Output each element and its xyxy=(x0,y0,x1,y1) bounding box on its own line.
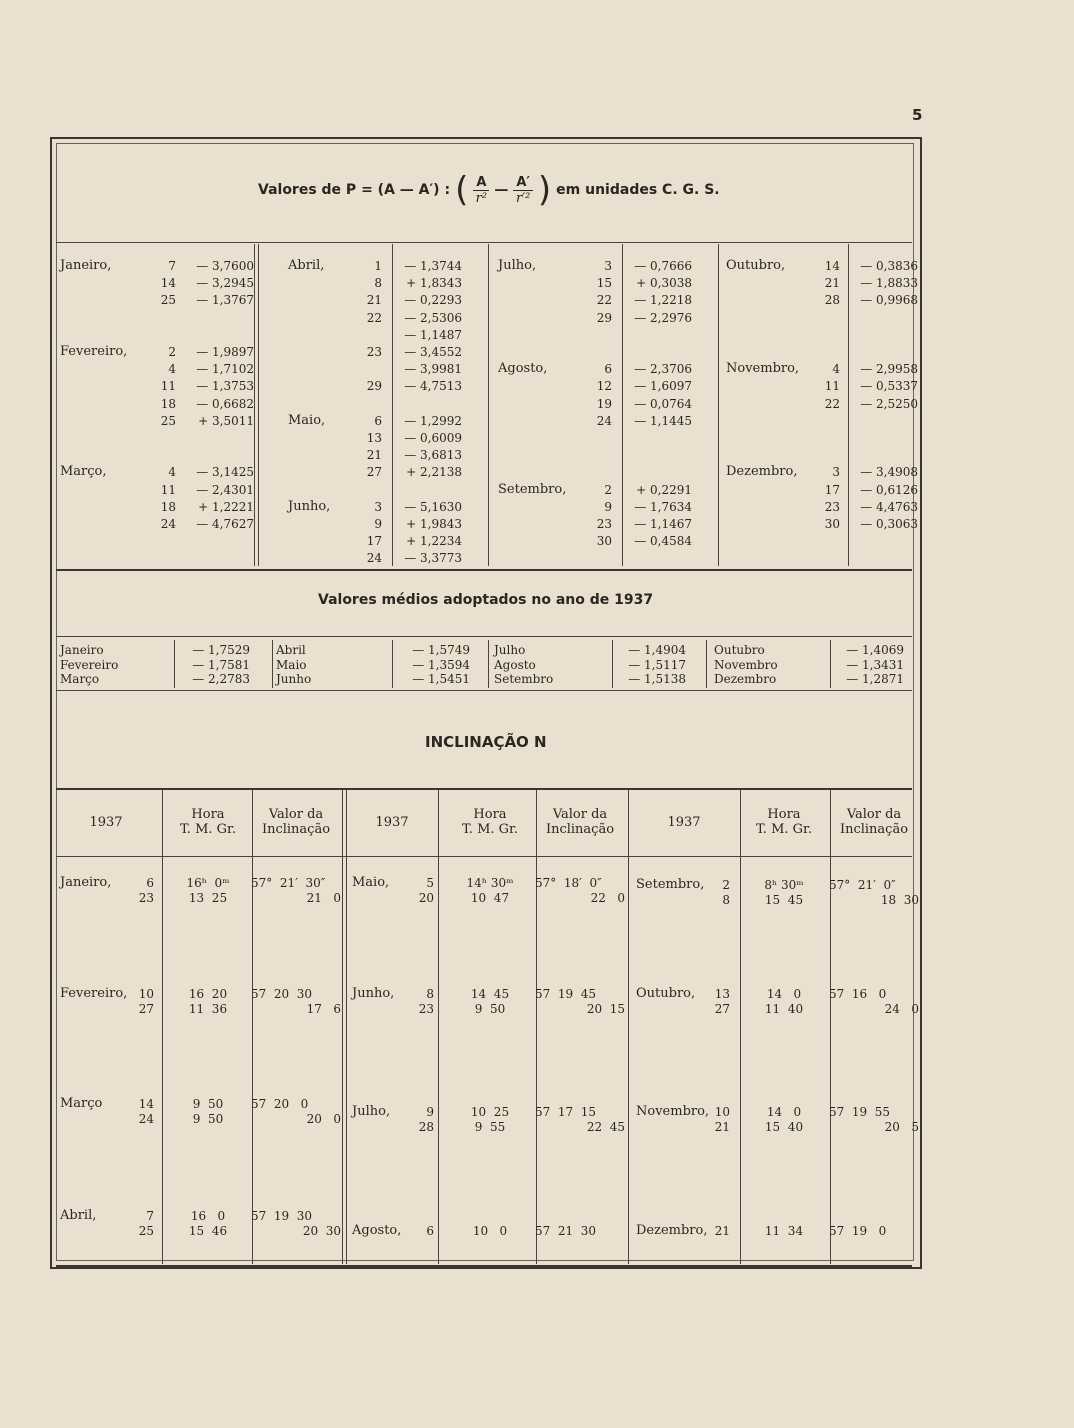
footer-rule xyxy=(56,690,912,691)
p-value: — 1,3767 xyxy=(196,293,254,308)
p-month-label: Março, xyxy=(60,464,107,480)
p-month-label: Abril, xyxy=(288,258,325,273)
p-value: — 2,9958 xyxy=(860,362,918,377)
p-day: 23 xyxy=(824,499,840,514)
p-value: — 0,3836 xyxy=(860,259,918,273)
minus-sign: — xyxy=(494,182,509,198)
header-valor: Valor da xyxy=(552,807,608,822)
p-day: 15 xyxy=(596,276,612,291)
p-day: 11 xyxy=(824,379,840,394)
inclinacao-title: INCLINAÇÃO N xyxy=(425,733,547,751)
p-value: — 0,7666 xyxy=(634,259,692,273)
column-divider xyxy=(254,244,255,566)
p-value: — 0,0764 xyxy=(634,396,692,411)
mean-value: — 1,7581 xyxy=(192,657,250,672)
fraction-a xyxy=(473,175,489,206)
incl-month: Agosto, xyxy=(352,1223,402,1238)
mean-value: — 1,3431 xyxy=(846,657,904,672)
incl-hora: 16 20 xyxy=(188,987,228,1001)
header-rule xyxy=(56,636,912,637)
p-value: + 3,5011 xyxy=(198,413,254,428)
incl-day: 2 xyxy=(722,878,730,892)
incl-hora: 10 25 xyxy=(470,1105,510,1119)
mean-month: Agosto xyxy=(494,657,536,672)
incl-hora: 11 36 xyxy=(188,1002,228,1016)
p-value: — 3,1425 xyxy=(196,465,254,480)
fraction-a-prime xyxy=(513,175,533,206)
p-value: — 3,7600 xyxy=(196,259,254,273)
incl-valor: 57 19 55 xyxy=(829,1105,891,1119)
p-day: 29 xyxy=(366,379,382,394)
p-month-label: Setembro, xyxy=(498,481,567,497)
p-month-label: Fevereiro, xyxy=(60,344,128,359)
incl-day: 5 xyxy=(426,876,434,890)
p-day: 9 xyxy=(604,499,612,514)
p-value: — 1,1487 xyxy=(404,327,462,342)
column-divider xyxy=(258,244,259,566)
incl-day: 6 xyxy=(146,876,154,890)
incl-valor: 57° 18′ 0″ xyxy=(535,876,602,890)
incl-day: 13 xyxy=(714,987,730,1001)
incl-hora: 13 25 xyxy=(188,891,228,905)
mean-month: Julho xyxy=(494,643,526,657)
p-value: — 2,2976 xyxy=(634,310,692,325)
incl-day: 20 xyxy=(418,891,434,905)
p-section-title: Valores de P = (A — A′) : ( $\frac{A}{\text{r²}}$ — $\frac{A'}{\text{r′²}}$ ) em unidades C. G. S. xyxy=(258,170,720,210)
p-day: 6 xyxy=(604,362,612,377)
column-divider xyxy=(438,790,439,1264)
incl-valor: 57 16 0 xyxy=(829,987,887,1001)
p-value: — 2,4301 xyxy=(196,482,254,497)
incl-valor: 20 5 xyxy=(884,1120,919,1134)
incl-valor: 20 15 xyxy=(586,1002,625,1016)
p-day: 25 xyxy=(160,293,176,308)
header-bottom-rule xyxy=(56,856,912,857)
p-value: — 1,9897 xyxy=(196,345,254,359)
incl-month: Outubro, xyxy=(636,986,696,1001)
incl-valor: 20 0 xyxy=(306,1112,341,1126)
column-divider xyxy=(174,640,175,688)
p-value: + 1,9843 xyxy=(406,517,462,531)
column-divider xyxy=(272,640,273,688)
p-day: 3 xyxy=(374,499,382,514)
p-day: 4 xyxy=(168,362,176,377)
p-day: 1 xyxy=(374,259,382,273)
page-number: 5 xyxy=(912,106,923,124)
incl-hora: 15 40 xyxy=(764,1120,804,1134)
mean-value: — 1,5451 xyxy=(412,672,470,686)
p-value: — 0,6126 xyxy=(860,482,918,497)
header-valor-sub: Inclinação xyxy=(261,822,331,837)
p-day: 14 xyxy=(160,276,176,291)
incl-valor: 57 19 0 xyxy=(829,1224,887,1238)
header-valor: Valor da xyxy=(846,807,902,822)
p-value: + 2,2138 xyxy=(406,465,462,480)
incl-valor: 20 30 xyxy=(302,1224,341,1238)
p-day: 22 xyxy=(366,310,382,325)
header-year: 1937 xyxy=(667,815,701,830)
p-day: 4 xyxy=(168,465,176,480)
incl-valor: 17 6 xyxy=(306,1002,341,1016)
p-value: — 0,5337 xyxy=(860,379,918,394)
p-value: — 4,4763 xyxy=(860,499,918,514)
incl-valor: 57 21 30 xyxy=(535,1224,597,1238)
p-day: 27 xyxy=(366,465,382,480)
incl-hora: 10 47 xyxy=(470,891,510,905)
p-day: 24 xyxy=(160,517,176,531)
incl-hora: 16 0 xyxy=(190,1209,226,1223)
p-value: — 0,9968 xyxy=(860,293,918,308)
p-day: 19 xyxy=(596,396,612,411)
incl-valor: 57° 21′ 0″ xyxy=(829,878,896,892)
incl-month: Junho, xyxy=(352,986,395,1001)
mean-value: — 1,4069 xyxy=(846,643,904,657)
p-value: — 4,7513 xyxy=(404,379,462,394)
fraction-a-prime-den: r′² xyxy=(515,190,531,206)
incl-day: 27 xyxy=(714,1002,730,1016)
p-value: — 5,1630 xyxy=(404,499,462,514)
mean-month: Junho xyxy=(276,672,312,686)
title-suffix: em unidades C. G. S. xyxy=(556,182,720,198)
p-day: 14 xyxy=(824,259,840,273)
p-day: 11 xyxy=(160,379,176,394)
header-hora: Hora xyxy=(191,807,225,822)
header-top-rule xyxy=(56,788,912,790)
section-rule xyxy=(56,569,912,571)
p-day: 28 xyxy=(824,293,840,308)
header-year: 1937 xyxy=(89,815,123,830)
p-day: 7 xyxy=(168,259,176,273)
mean-month: Novembro xyxy=(714,657,778,672)
p-day: 12 xyxy=(596,379,612,394)
mean-value: — 1,7529 xyxy=(192,643,250,657)
header-hora-sub: T. M. Gr. xyxy=(180,822,236,837)
p-day: 25 xyxy=(160,413,176,428)
incl-month: Março xyxy=(60,1096,103,1111)
incl-day: 7 xyxy=(146,1209,154,1223)
mean-value: — 1,5138 xyxy=(628,672,686,686)
p-day: 3 xyxy=(832,465,840,480)
p-value: — 0,4584 xyxy=(634,534,692,549)
header-valor-sub: Inclinação xyxy=(839,822,909,837)
p-value: — 1,1467 xyxy=(634,517,692,531)
p-value: — 3,3773 xyxy=(404,551,462,566)
incl-month: Fevereiro, xyxy=(60,986,128,1001)
header-hora: Hora xyxy=(767,807,801,822)
incl-valor: 57° 21′ 30″ xyxy=(251,876,326,890)
incl-day: 9 xyxy=(426,1105,434,1119)
incl-day: 27 xyxy=(138,1002,154,1016)
mean-value: — 2,2783 xyxy=(192,672,250,686)
p-value: — 3,2945 xyxy=(196,276,254,291)
p-day: 18 xyxy=(160,396,176,411)
medios-title: Valores médios adoptados no ano de 1937 xyxy=(318,592,654,608)
p-value: — 3,6813 xyxy=(404,448,462,463)
p-value: — 1,7102 xyxy=(196,362,254,377)
mean-month: Abril xyxy=(276,643,306,657)
incl-month: Novembro, xyxy=(636,1104,710,1119)
mean-month: Outubro xyxy=(714,643,765,657)
incl-day: 28 xyxy=(418,1120,434,1134)
incl-hora: 14 45 xyxy=(470,987,510,1001)
column-divider xyxy=(488,244,489,566)
incl-day: 23 xyxy=(418,1002,434,1016)
p-month-label: Dezembro, xyxy=(726,464,798,480)
bottom-rule xyxy=(56,1265,912,1267)
incl-hora: 8ʰ 30ᵐ xyxy=(764,878,804,892)
incl-hora: 15 46 xyxy=(188,1224,228,1238)
column-divider xyxy=(342,790,343,1264)
incl-valor: 57 19 45 xyxy=(535,987,597,1001)
header-valor: Valor da xyxy=(268,807,324,822)
p-month-label: Agosto, xyxy=(498,361,548,377)
p-month-label: Janeiro, xyxy=(60,258,112,273)
p-value: — 0,3063 xyxy=(860,517,918,531)
p-value: — 1,2218 xyxy=(634,293,692,308)
p-value: + 0,3038 xyxy=(636,276,692,291)
incl-hora: 14 0 xyxy=(766,1105,802,1119)
p-value: + 0,2291 xyxy=(636,482,692,497)
p-value: — 3,9981 xyxy=(404,362,462,377)
p-value: — 4,7627 xyxy=(196,517,254,531)
p-value: + 1,2234 xyxy=(406,534,462,549)
incl-day: 8 xyxy=(426,987,434,1001)
p-day: 13 xyxy=(366,431,382,445)
p-value: + 1,8343 xyxy=(406,276,462,291)
p-day: 30 xyxy=(596,534,612,549)
p-value: — 0,6009 xyxy=(404,431,462,445)
p-day: 21 xyxy=(824,276,840,291)
mean-month: Dezembro xyxy=(714,672,777,686)
p-value: — 1,1445 xyxy=(634,413,692,428)
mean-month: Janeiro xyxy=(60,643,104,657)
incl-valor: 57 20 30 xyxy=(251,987,313,1001)
column-divider xyxy=(740,790,741,1264)
p-value: — 3,4552 xyxy=(404,345,462,359)
column-divider xyxy=(392,640,393,688)
p-day: 30 xyxy=(824,517,840,531)
p-value: — 0,2293 xyxy=(404,293,462,308)
p-day: 18 xyxy=(160,499,176,514)
incl-valor: 57 20 0 xyxy=(251,1097,309,1111)
incl-day: 23 xyxy=(138,891,154,905)
column-divider xyxy=(830,640,831,688)
column-divider xyxy=(718,244,719,566)
p-day: 9 xyxy=(374,517,382,531)
column-divider xyxy=(612,640,613,688)
column-divider xyxy=(706,640,707,688)
p-month-label: Outubro, xyxy=(726,258,786,273)
p-value: — 1,2992 xyxy=(404,413,462,428)
incl-day: 25 xyxy=(138,1224,154,1238)
table-inner-frame xyxy=(56,143,914,1261)
p-day: 22 xyxy=(596,293,612,308)
header-hora-sub: T. M. Gr. xyxy=(756,822,812,837)
incl-valor: 18 30 xyxy=(880,893,919,907)
p-day: 2 xyxy=(168,345,176,359)
p-value: + 1,2221 xyxy=(198,499,254,514)
p-day: 23 xyxy=(366,345,382,359)
incl-hora: 11 34 xyxy=(764,1224,804,1238)
incl-day: 8 xyxy=(722,893,730,907)
incl-day: 6 xyxy=(426,1224,434,1238)
title-prefix: Valores de P = (A — A′) : xyxy=(258,182,451,198)
header-valor-sub: Inclinação xyxy=(545,822,615,837)
incl-hora: 9 50 xyxy=(192,1097,224,1111)
p-day: 22 xyxy=(824,396,840,411)
mean-value: — 1,3594 xyxy=(412,657,470,672)
p-day: 3 xyxy=(604,259,612,273)
mean-month: Fevereiro xyxy=(60,657,119,672)
p-value: — 0,6682 xyxy=(196,396,254,411)
incl-day: 14 xyxy=(138,1097,154,1111)
header-rule xyxy=(56,242,912,243)
fraction-a-den: r² xyxy=(475,190,488,206)
p-day: 29 xyxy=(596,310,612,325)
p-value: — 2,5250 xyxy=(860,396,918,411)
column-divider xyxy=(830,790,831,1264)
incl-day: 21 xyxy=(714,1224,730,1238)
incl-valor: 22 45 xyxy=(586,1120,625,1134)
incl-month: Abril, xyxy=(60,1208,97,1223)
header-year: 1937 xyxy=(375,815,409,830)
p-value: — 1,3744 xyxy=(404,259,462,273)
mean-month: Março xyxy=(60,672,100,686)
column-divider xyxy=(628,790,629,1264)
incl-month: Julho, xyxy=(352,1104,391,1119)
incl-day: 24 xyxy=(138,1112,154,1126)
p-day: 6 xyxy=(374,413,382,428)
incl-hora: 11 40 xyxy=(764,1002,804,1016)
fraction-a-prime-num: A′ xyxy=(513,175,533,191)
header-hora-sub: T. M. Gr. xyxy=(462,822,518,837)
incl-hora: 9 55 xyxy=(474,1120,506,1134)
p-value: — 2,5306 xyxy=(404,310,462,325)
mean-value: — 1,5749 xyxy=(412,643,470,657)
p-month-label: Maio, xyxy=(288,412,326,428)
incl-valor: 24 0 xyxy=(884,1002,919,1016)
p-value: — 3,4908 xyxy=(860,465,918,480)
incl-hora: 9 50 xyxy=(474,1002,506,1016)
p-day: 2 xyxy=(604,482,612,497)
mean-value: — 1,5117 xyxy=(628,657,686,672)
p-day: 24 xyxy=(366,551,382,566)
fraction-a-num: A xyxy=(473,175,489,191)
incl-day: 21 xyxy=(714,1120,730,1134)
p-month-label: Junho, xyxy=(288,498,331,514)
incl-month: Janeiro, xyxy=(60,875,112,890)
mean-month: Maio xyxy=(276,657,307,672)
p-value: — 2,3706 xyxy=(634,362,692,377)
p-value: — 1,7634 xyxy=(634,499,692,514)
p-day: 23 xyxy=(596,517,612,531)
mean-value: — 1,2871 xyxy=(846,672,904,686)
incl-valor: 22 0 xyxy=(590,891,625,905)
p-day: 11 xyxy=(160,482,176,497)
mean-value: — 1,4904 xyxy=(628,643,686,657)
p-day: 8 xyxy=(374,276,382,291)
p-day: 21 xyxy=(366,293,382,308)
column-divider xyxy=(488,640,489,688)
incl-hora: 15 45 xyxy=(764,893,804,907)
incl-valor: 57 17 15 xyxy=(535,1105,597,1119)
incl-hora: 10 0 xyxy=(472,1224,508,1238)
p-day: 24 xyxy=(596,413,612,428)
incl-hora: 16ʰ 0ᵐ xyxy=(186,876,230,890)
incl-day: 10 xyxy=(714,1105,730,1119)
incl-month: Setembro, xyxy=(636,877,705,892)
p-month-label: Julho, xyxy=(498,258,537,273)
p-day: 17 xyxy=(824,482,840,497)
incl-hora: 9 50 xyxy=(192,1112,224,1126)
column-divider xyxy=(252,790,253,1264)
column-divider xyxy=(536,790,537,1264)
p-value: — 1,3753 xyxy=(196,379,254,394)
p-month-label: Novembro, xyxy=(726,361,800,377)
incl-hora: 14 0 xyxy=(766,987,802,1001)
header-hora: Hora xyxy=(473,807,507,822)
mean-month: Setembro xyxy=(494,672,554,686)
column-divider xyxy=(162,790,163,1264)
incl-valor: 21 0 xyxy=(306,891,341,905)
column-divider xyxy=(346,790,347,1264)
incl-day: 10 xyxy=(138,987,154,1001)
p-day: 17 xyxy=(366,534,382,549)
incl-valor: 57 19 30 xyxy=(251,1209,313,1223)
p-value: — 1,8833 xyxy=(860,276,918,291)
p-day: 21 xyxy=(366,448,382,463)
incl-month: Dezembro, xyxy=(636,1223,708,1238)
incl-hora: 14ʰ 30ᵐ xyxy=(466,876,514,890)
incl-month: Maio, xyxy=(352,875,390,890)
p-value: — 1,6097 xyxy=(634,379,692,394)
p-day: 4 xyxy=(832,362,840,377)
